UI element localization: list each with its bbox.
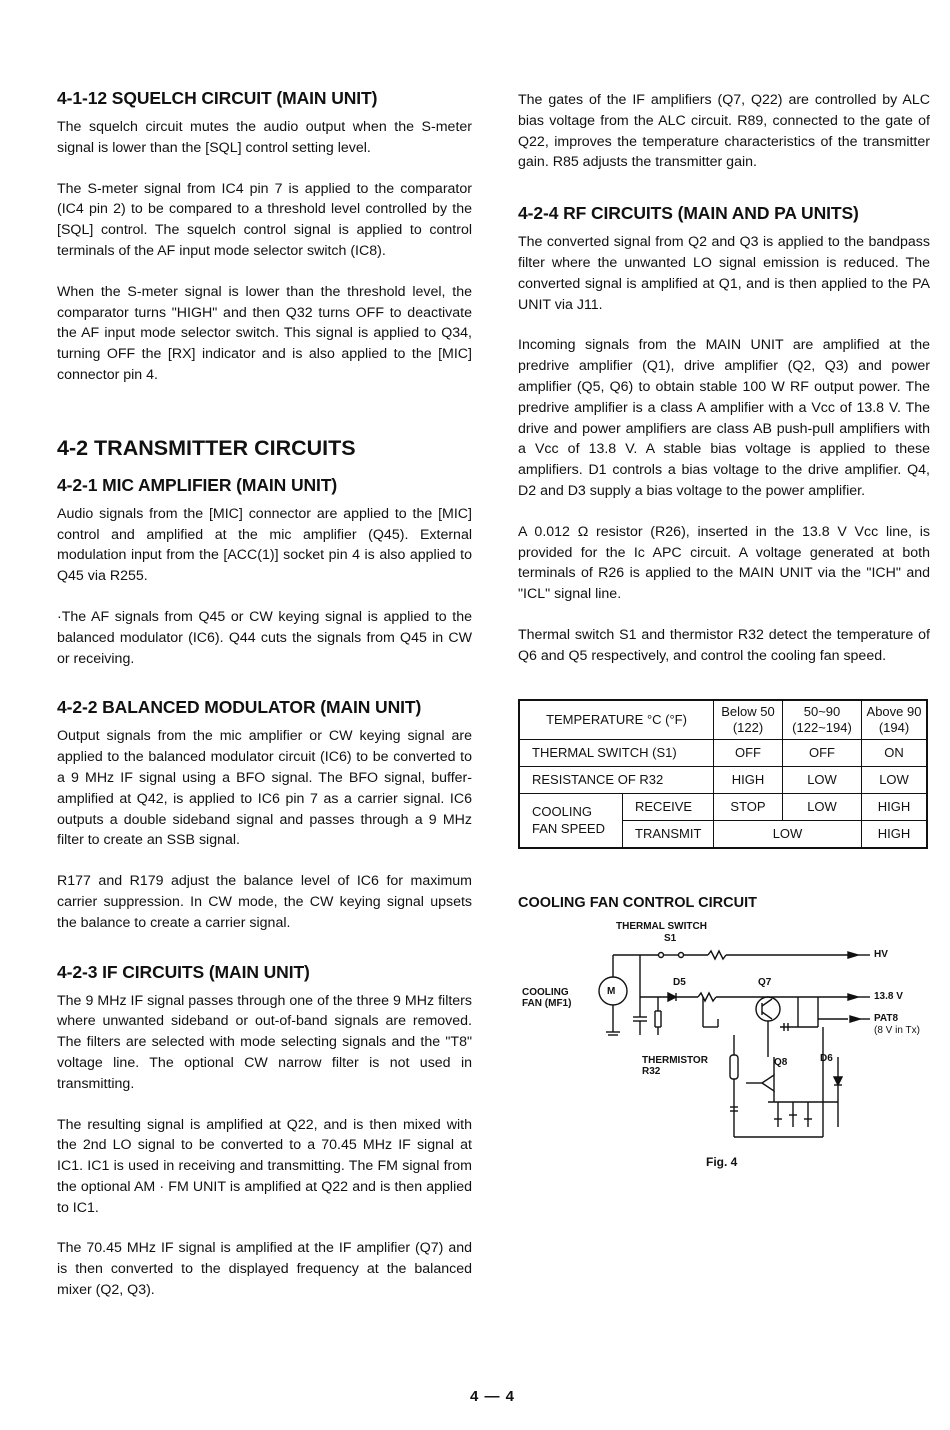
voltage-13-8-label: 13.8 V: [874, 990, 903, 1002]
paragraph: When the S-meter signal is lower than the threshold level, the comparator turns "HIGH" and then Q32 turns OFF to deactivate the AF input mode selector switch. This signal is applied to Q34, turning OFF the [RX] indicator and is also applied to the [MIC] connector pin 4.: [57, 283, 472, 383]
temperature-table: [518, 699, 928, 849]
heading-4-2-2: 4-2-2 BALANCED MODULATOR (MAIN UNIT): [57, 697, 422, 718]
motor-label: M: [607, 985, 616, 997]
paragraph: R177 and R179 adjust the balance level of IC6 for maximum carrier suppression. In CW mode, the CW keying signal upsets the balance to create a carrier signal.: [57, 873, 472, 931]
table-header-cell: Below 50 (122): [714, 700, 783, 740]
paragraph: ·The AF signals from Q45 or CW keying signal is applied to the balanced modulator (IC6). Q44 cuts the signals from Q45 in CW or receiving.: [57, 608, 472, 667]
pat8-label: PAT8: [874, 1012, 899, 1024]
paragraph: The resulting signal is amplified at Q22, and is then mixed with the 2nd LO signal to be converted to a 70.45 MHz IF signal at IC1. IC1 is used in receiving and transmitting. The FM signal from the optional AM · FM UNIT is amplified at Q22 and is then applied to IC1.: [57, 1116, 472, 1216]
paragraph: The gates of the IF amplifiers (Q7, Q22) are controlled by ALC bias voltage from the ALC circuit. R89, connected to the gate of Q22, improves the temperature characteristics of the transmitter gain. R85 adjusts the transmitter gain.: [518, 92, 930, 171]
hv-label: HV: [874, 948, 888, 960]
paragraph: The squelch circuit mutes the audio output when the S-meter signal is lower than the [SQL] control setting level.: [57, 119, 472, 156]
cooling-label: COOLING: [522, 986, 569, 998]
page-number: 4 — 4: [469, 1388, 516, 1405]
cooling-fan-speed-label: COOLING FAN SPEED: [519, 793, 623, 848]
left-column: [57, 88, 472, 1301]
table-row: RESISTANCE OF R32 HIGH LOW LOW: [519, 766, 927, 793]
s1-label: S1: [664, 932, 677, 944]
d5-label: D5: [673, 976, 686, 988]
q7-label: Q7: [758, 976, 772, 988]
right-column: [518, 90, 930, 1187]
paragraph: The S-meter signal from IC4 pin 7 is applied to the comparator (IC4 pin 2) to be compared to a threshold level controlled by the [SQL] control. The squelch control signal is applied to control terminals of the AF input mode selector switch (IC8).: [57, 180, 472, 259]
q8-label: Q8: [774, 1056, 788, 1068]
fan-label: FAN (MF1): [522, 997, 572, 1009]
paragraph: A 0.012 Ω resistor (R26), inserted in the 13.8 V Vcc line, is provided for the Ic APC circuit. A voltage generated at both terminals of R26 is applied to the MAIN UNIT via the "ICH" and "ICL" signal line.: [518, 523, 930, 603]
paragraph: The converted signal from Q2 and Q3 is applied to the bandpass filter where the unwanted LO signal emission is reduced. The converted signal is amplified at Q1, and is then applied to the PA UNIT via J11.: [518, 234, 930, 313]
heading-4-2-3: 4-2-3 IF CIRCUITS (MAIN UNIT): [57, 961, 310, 982]
pat8-note: (8 V in Tx): [874, 1024, 920, 1036]
thermal-switch-label: THERMAL SWITCH: [616, 920, 707, 932]
paragraph: Incoming signals from the MAIN UNIT are amplified at the predrive amplifier (Q1), drive amplifier (Q2, Q3) and power amplifier (Q5, Q6) to obtain stable 100 W RF output power. The predrive amplifier is a class A amplifier with a Vcc of 13.8 V. The drive and power amplifiers are class AB push-pull amplifiers with a Vcc of 13.8 V. A stable bias voltage is applied to these amplifiers. D1 controls a bias voltage to the drive amplifier. Q4, D2 and D3 supply a bias voltage to the power amplifier.: [518, 337, 930, 499]
heading-4-2-4: 4-2-4 RF CIRCUITS (MAIN AND PA UNITS): [518, 203, 859, 224]
thermistor-label: THERMISTOR: [642, 1054, 708, 1066]
paragraph: Output signals from the mic amplifier or CW keying signal are applied to the balanced modulator circuit (IC6) to be converted to a 9 MHz IF signal using a BFO signal. The BFO signal, buffer-amplified at Q42, is applied to IC6 pin 7 as a carrier signal. IC6 outputs a double sideband signal and passes through a 9 MHz filter to create an SSB signal.: [57, 728, 472, 849]
heading-4-2-1: 4-2-1 MIC AMPLIFIER (MAIN UNIT): [57, 474, 338, 495]
table-row: COOLING FAN SPEED RECEIVE STOP LOW HIGH: [519, 793, 927, 820]
paragraph: Audio signals from the [MIC] connector are applied to the [MIC] control and amplified at the mic amplifier (Q45). External modulation input from the [ACC(1)] socket pin 4 is also applied to Q45 via R255.: [57, 505, 472, 585]
paragraph: The 9 MHz IF signal passes through one of the three 9 MHz filters where unwanted sideband or out-of-band signals are removed. The filters are selected with mode selecting signals and the "T8" voltage line. The optional CW narrow filter is not used in transmitting.: [57, 992, 472, 1092]
cooling-fan-circuit-diagram: [518, 920, 930, 1187]
table-header-cell: 50~90 (122~194): [783, 700, 862, 740]
table-row: THERMAL SWITCH (S1) OFF OFF ON: [519, 739, 927, 766]
d6-label: D6: [820, 1052, 833, 1064]
paragraph: Thermal switch S1 and thermistor R32 detect the temperature of Q6 and Q5 respectively, and control the cooling fan speed.: [518, 626, 930, 664]
figure-caption: Fig. 4: [706, 1154, 738, 1169]
circuit-schematic: [518, 927, 930, 1187]
r32-label: R32: [642, 1065, 661, 1077]
table-header-temperature: TEMPERATURE °C (°F): [519, 700, 714, 740]
heading-4-2: 4-2 TRANSMITTER CIRCUITS: [57, 435, 356, 460]
paragraph: The 70.45 MHz IF signal is amplified at the IF amplifier (Q7) and is then converted to the displayed frequency at the balanced mixer (Q2, Q3).: [57, 1240, 472, 1299]
table-row: TRANSMIT LOW HIGH: [519, 820, 927, 848]
diagram-title: COOLING FAN CONTROL CIRCUIT: [518, 894, 757, 911]
heading-4-1-12: 4-1-12 SQUELCH CIRCUIT (MAIN UNIT): [57, 88, 378, 108]
table-header-cell: Above 90 (194): [862, 700, 928, 740]
